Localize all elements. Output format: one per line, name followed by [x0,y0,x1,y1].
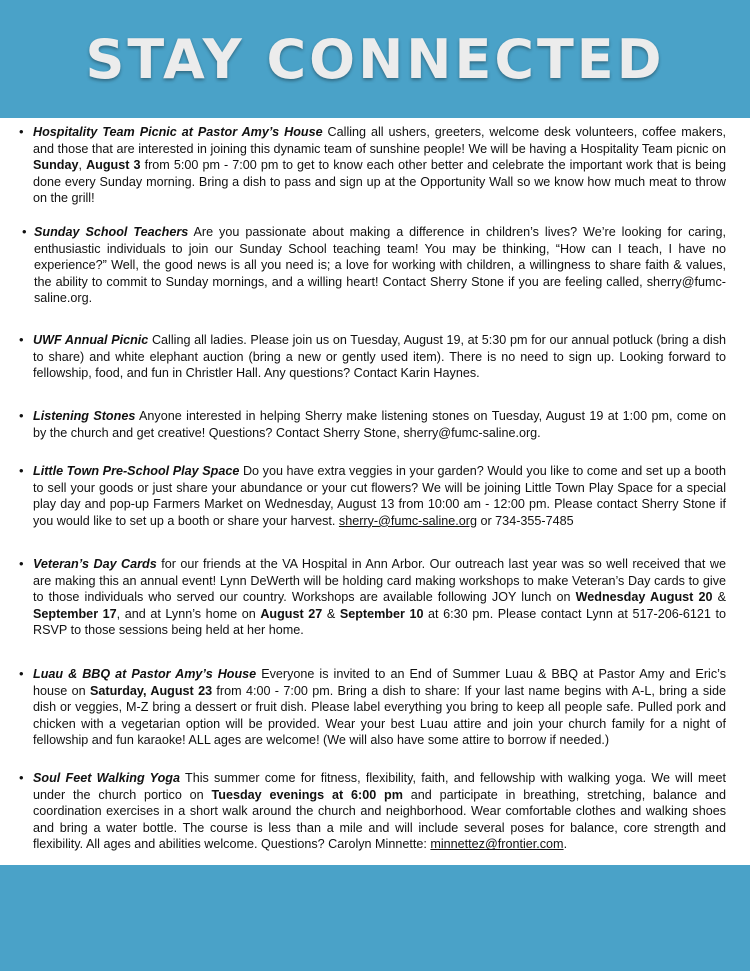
announcement-text: and participate in breathing, stretching, balance and coordination exercises in a short walk around the church and neighborhood. Wear comfortable clothes and walking shoes and bring a water bottle. The course is less than a mile and will include several poses for balance, core strength and flexibility. All ages and abilities welcome. Questions? Carolyn Minnette: [33,787,726,852]
announcement-sunday-school [22,224,726,307]
announcement-emphasis: Saturday, August 23 [90,683,213,698]
bullet-icon: • [19,463,24,478]
announcement-text: or 734-355-7485 [476,513,574,528]
header-banner [0,0,750,118]
announcement-text: for our friends at the VA Hospital in Ann Arbor. Our outreach last year was so well received that we are making this an annual event! Lynn DeWerth will be holding card making workshops to make Veteran’s Day cards to give to those individuals who served our country. Workshops are available following JOY lunch on [33,557,726,605]
bullet-icon: • [19,332,24,347]
announcement-text: Do you have extra veggies in your garden? Would you like to come and set up a booth to sell your goods or just share your abundance or your cut flowers? We will be joining Little Town Play Space for a special play day and pop-up Farmers Market on Wednesday, August 13 from 10:00 am - 12:00 pm. Please contact Sherry Stone if you would like to set up a booth or share your harvest. [33,464,726,528]
email-link[interactable]: minnettez@frontier.com [430,837,564,852]
announcement-listening-stones [19,408,726,441]
announcement-text: Calling all ushers, greeters, welcome desk volunteers, coffee makers, and those that are interested in joining this dynamic team of sunshine people! We will be having a Hospitality Team picnic on [33,125,726,156]
announcement-text: from 5:00 pm - 7:00 pm to get to know each other better and celebrate the important work that is being done every Sunday morning. Bring a dish to pass and sign up at the Opportunity Wall so we know how much meat to throw on the grill! [33,158,726,206]
announcement-text: , [78,158,87,173]
announcement-luau-bbq [19,666,726,749]
announcement-text: Calling all ladies. Please join us on Tuesday, August 19, at 5:30 pm for our annual potluck (bring a dish to share) and white elephant auction (bring a new or gently used item). There is no need to sign up. Looking forward to fellowship, food, and fun in Christler Hall. Any questions? Contact Karin Haynes. [33,333,726,381]
announcement-text: & [712,590,727,605]
announcement-text: , and at Lynn’s home on [116,606,261,621]
announcement-heading: UWF Annual Picnic [33,333,149,347]
announcement-emphasis: Tuesday evenings at 6:00 pm [211,787,403,802]
bullet-icon: • [19,770,24,785]
announcement-emphasis: September 17 [33,606,117,621]
announcement-walking-yoga [19,770,726,853]
announcement-text: Anyone interested in helping Sherry make listening stones on Tuesday, August 19 at 1:00 pm, come on by the church and get creative! Questions? Contact Sherry Stone, sherry@fumc-saline.org. [33,409,726,440]
announcement-veterans-day [19,556,727,639]
announcement-emphasis: September 10 [339,606,424,621]
announcement-uwf-picnic [19,332,726,382]
bullet-icon: • [19,408,24,423]
bullet-icon: • [22,224,27,239]
announcement-text: from 4:00 - 7:00 pm. Bring a dish to share: If your last name begins with A-L, bring a side dish or veggies, M-Z bring a dessert or fruit dish. Please label everything you bring to keep all people safe. Pulled pork and chicken with a vegetarian option will be provided. Wear your best Luau attire and join your church family for a night of fellowship and fun karaoke! ALL ages are welcome! (We will also have some attire to borrow if needed.) [33,683,726,748]
announcement-heading: Sunday School Teachers [34,225,189,239]
announcement-text: Are you passionate about making a difference in children’s lives? We’re looking for caring, enthusiastic individuals to join our Sunday School teaching team! You may be thinking, “How can I teach, I have no experience?” Well, the good news is all you need is; a love for working with children, a willingness to share faith & values, the ability to commit to Sunday mornings, and a willing heart! Contact Sherry Stone if you are feeling called, sherry@fumc-saline.org. [34,225,726,306]
bullet-icon: • [19,556,24,571]
announcement-text: & [322,606,340,621]
bullet-icon: • [19,124,24,139]
announcement-little-town [19,463,726,529]
announcement-heading: Little Town Pre-School Play Space [33,464,240,478]
announcement-emphasis: Sunday [33,158,79,173]
announcement-text: at 6:30 pm. Please contact Lynn at 517-206-6121 to RSVP to those sessions being held at her home. [33,606,726,638]
bullet-icon: • [19,666,24,681]
announcement-text: This summer come for fitness, flexibility, faith, and fellowship with walking yoga. We will meet under the church portico on [33,771,726,802]
announcement-heading: Soul Feet Walking Yoga [33,771,181,785]
announcement-hospitality-picnic [19,124,726,207]
announcement-heading: Hospitality Team Picnic at Pastor Amy’s House [33,125,323,139]
footer-band [0,865,750,971]
email-link[interactable]: sherry-@fumc-saline.org [338,513,477,528]
announcement-text: . [563,837,568,852]
announcement-heading: Luau & BBQ at Pastor Amy’s House [33,667,257,681]
announcement-emphasis: Wednesday August 20 [575,590,713,605]
announcement-text: Everyone is invited to an End of Summer Luau & BBQ at Pastor Amy and Eric’s house on [33,667,726,698]
announcement-heading: Veteran’s Day Cards [33,557,157,571]
announcement-emphasis: August 27 [260,606,323,621]
announcement-heading: Listening Stones [33,409,136,423]
announcement-emphasis: August 3 [86,158,141,173]
page-title: STAY CONNECTED [85,28,665,91]
